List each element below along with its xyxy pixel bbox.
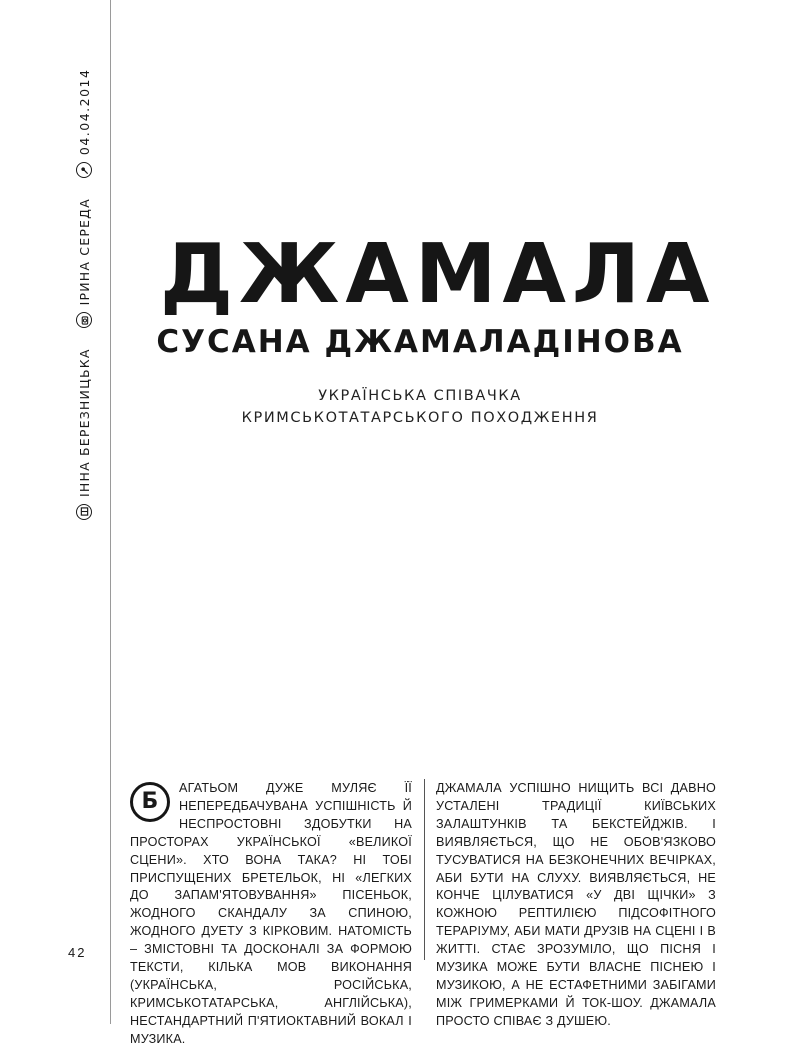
photographer-name: ІРИНА СЕРЕДА [76, 198, 92, 306]
column-1-text: АГАТЬОМ ДУЖЕ МУЛЯЄ ЇЇ НЕПЕРЕДБАЧУВАНА УСПІШНІСТЬ Й НЕСПРОСТОВНІ ЗДОБУТКИ НА ПРОСТОРАХ УКРАЇНСЬКОЇ «ВЕЛИКОЇ СЦЕНИ». ХТО ВОНА ТАКА? НІ ТОБІ ПРИСПУЩЕНИХ БРЕТЕЛЬОК, НІ «ЛЕГКИХ ДО ЗАПАМ'ЯТОВУВАННЯ» ПІСЕНЬОК, ЖОДНОГО СКАНДАЛУ ЗА СПИНОЮ, ЖОДНОГО ДУЕТУ З КІРКОВИМ. НАТОМІСТЬ – ЗМІСТОВНІ ТА ДОСКОНАЛІ ЗА ФОРМОЮ ТЕКСТИ, КІЛЬКА МОВ ВИКОНАННЯ (УКРАЇНСЬКА, РОСІЙСЬКА, КРИМСЬКОТАТАРСЬКА, АНГЛІЙСЬКА), НЕСТАНДАРТНИЙ П'ЯТИОКТАВНИЙ ВОКАЛ І МУЗИКА. [130, 781, 412, 1046]
microphone-icon [76, 162, 92, 178]
page-number: 42 [68, 945, 87, 960]
description [200, 385, 640, 429]
author-name: ІННА БЕРЕЗНИЦЬКА [76, 348, 92, 497]
article-column-2 [436, 780, 716, 1031]
camera-icon [76, 312, 92, 328]
column-divider [424, 779, 425, 960]
publication-date: 04.04.2014 [76, 68, 92, 156]
page-subtitle: СУСАНА ДЖАМАЛАДІНОВА [156, 324, 684, 360]
credits-sidebar [76, 69, 92, 520]
dropcap-letter: Б [130, 782, 170, 822]
article-column-1 [130, 780, 412, 1049]
column-2-text: ДЖАМАЛА УСПІШНО НИЩИТЬ ВСІ ДАВНО УСТАЛЕНІ ТРАДИЦІЇ КИЇВСЬКИХ ЗАЛАШТУНКІВ ТА БЕКСТЕЙДЖІВ. І ВИЯВЛЯЄТЬСЯ, ЩО НЕ ОБОВ'ЯЗКОВО ТУСУВАТИСЯ НА БЕЗКОНЕЧНИХ ВЕЧІРКАХ, АБИ БУТИ НА СЛУХУ. ВИЯВЛЯЄТЬСЯ, НЕ КОНЧЕ ЦІЛУВАТИСЯ «У ДВІ ЩІЧКИ» З КОЖНОЮ РЕПТИЛІЄЮ ПІДСОФІТНОГО ТЕРАРІУМУ, АБИ МАТИ ДРУЗІВ НА СЦЕНІ І В ЖИТТІ. СТАЄ ЗРОЗУМІЛО, ЩО ПІСНЯ І МУЗИКА МОЖЕ БУТИ ВЛАСНЕ ПІСНЕЮ І МУЗИКОЮ, А НЕ ЕСТАФЕТНИМИ ЗАБІГАМИ МІЖ ГРИМЕРКАМИ Й ТОК-ШОУ. ДЖАМАЛА ПРОСТО СПІВАЄ З ДУШЕЮ. [436, 781, 716, 1028]
description-line: КРИМСЬКОТАТАРСЬКОГО ПОХОДЖЕННЯ [241, 410, 599, 426]
vertical-margin-rule [110, 0, 111, 1024]
book-icon [76, 504, 92, 520]
page-title: ДЖАМАЛА [160, 227, 716, 322]
description-line: УКРАЇНСЬКА СПІВАЧКА [318, 388, 522, 404]
